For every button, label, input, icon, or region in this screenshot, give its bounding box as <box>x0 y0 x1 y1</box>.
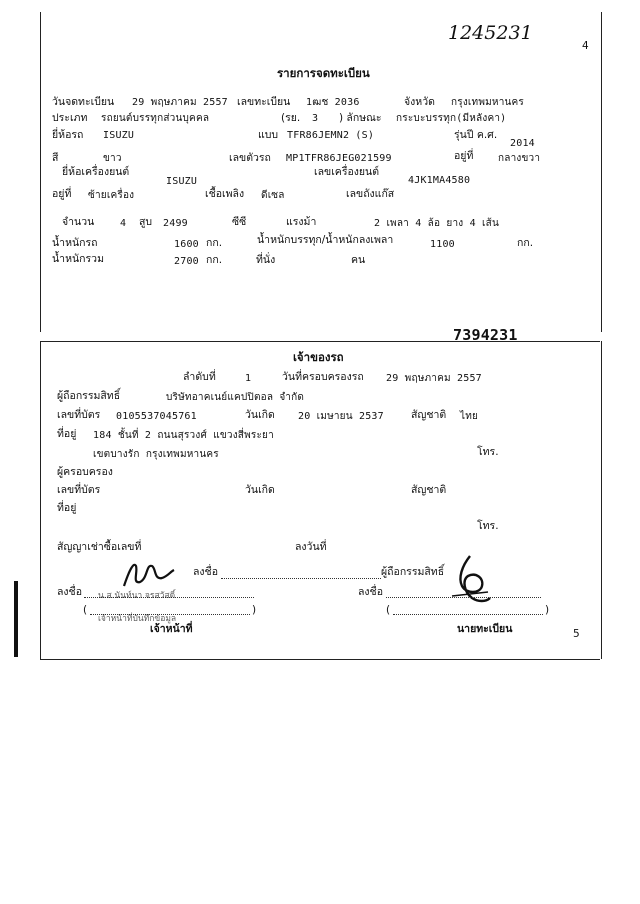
chassis-label: เลขตัวรถ <box>229 152 271 164</box>
sequence-value: 1 <box>245 373 252 384</box>
seats-unit: คน <box>351 254 366 266</box>
nationality-label: สัญชาติ <box>411 409 447 421</box>
possession-date-value: 29 พฤษภาคม 2557 <box>386 373 482 384</box>
province-value: กรุงเทพมหานคร <box>451 97 525 108</box>
holder-label: ผู้ถือกรรมสิทธิ์ <box>57 390 121 402</box>
engine-location-label: อยู่ที่ <box>52 188 72 200</box>
province-label: จังหวัด <box>404 96 435 108</box>
nationality-value: ไทย <box>460 411 479 422</box>
type-value: รถยนต์บรรทุกส่วนบุคคล <box>101 113 210 124</box>
load-label: น้ำหนักบรรทุก/น้ำหนักลงเพลา <box>257 234 394 246</box>
registrar-paren-close: ) <box>545 604 550 616</box>
reg-date-label: วันจดทะเบียน <box>52 96 115 108</box>
weight-label: น้ำหนักรถ <box>52 237 98 249</box>
color-label: สี <box>52 152 59 164</box>
officer-paren-close: ) <box>252 604 257 616</box>
address-line-1: 184 ชั้นที่ 2 ถนนสุรวงศ์ แขวงสี่พระยา <box>93 430 274 441</box>
ro-prefix: (รย. <box>281 112 301 124</box>
occupant-birthdate-label: วันเกิด <box>245 484 275 496</box>
lease-contract-label: สัญญาเช่าซื้อเลขที่ <box>57 541 142 553</box>
sequence-label: ลำดับที่ <box>183 371 216 383</box>
brand-label: ยี่ห้อรถ <box>52 129 84 141</box>
registrar-paren-line <box>393 614 543 615</box>
count-label: จำนวน <box>62 216 95 228</box>
id-card-label: เลขที่บัตร <box>57 409 101 421</box>
engine-number-label: เลขเครื่องยนต์ <box>314 166 380 178</box>
reg-date-value: 29 พฤษภาคม 2557 <box>132 97 228 108</box>
gross-weight-value: 2700 <box>174 256 199 267</box>
cylinders-label: สูบ <box>139 216 153 228</box>
seats-label: ที่นั่ง <box>256 254 276 266</box>
model-value: TFR86JEMN2 (S) <box>287 130 375 141</box>
load-unit: กก. <box>517 237 534 249</box>
model-label: แบบ <box>258 129 279 141</box>
holder-value: บริษัทอาคเนย์แคปปิตอล จำกัด <box>166 392 305 403</box>
registrar-caption: นายทะเบียน <box>457 623 513 635</box>
registrar-sign-line <box>386 597 541 598</box>
occupant-telephone-label: โทร. <box>477 520 499 532</box>
id-card-value: 0105537045761 <box>116 411 197 422</box>
lease-date-label: ลงวันที่ <box>295 541 327 553</box>
officer-name: น.ส.นันท์นา จรสวัสดิ์ <box>98 591 176 601</box>
registrar-paren-open: ( <box>386 604 391 616</box>
characteristic-value: กระบะบรรทุก(มีหลังคา) <box>396 113 507 124</box>
occupant-label: ผู้ครอบครอง <box>57 466 113 478</box>
chassis-location-label: อยู่ที่ <box>454 150 474 162</box>
owner-section-title: เจ้าของรถ <box>293 350 344 364</box>
gross-weight-label: น้ำหนักรวม <box>52 253 104 265</box>
gas-tank-label: เลขถังแก๊ส <box>346 188 395 200</box>
address-line-2: เขตบางรัก กรุงเทพมหานคร <box>93 449 219 460</box>
telephone-label: โทร. <box>477 446 499 458</box>
birthdate-value: 20 เมษายน 2537 <box>298 411 384 422</box>
weight-value: 1600 <box>174 239 199 250</box>
holder-sign-label: ลงชื่อ <box>193 566 218 578</box>
engine-brand-label: ยี่ห้อเครื่องยนต์ <box>62 166 130 178</box>
officer-paren-open: ( <box>83 604 88 616</box>
engine-number-value: 4JK1MA4580 <box>408 175 471 186</box>
officer-sign-label: ลงชื่อ <box>57 586 82 598</box>
type-label: ประเภท <box>52 112 88 124</box>
brand-value: ISUZU <box>103 130 135 141</box>
cc-label: ซีซี <box>232 216 247 228</box>
registrar-sign-label: ลงชื่อ <box>358 586 383 598</box>
ro-number: 3 <box>312 113 319 124</box>
characteristic-label: ) ลักษณะ <box>339 112 382 124</box>
engine-location-value: ซ้ายเครื่อง <box>88 190 135 201</box>
plate-value: 1ฒช 2036 <box>306 97 360 108</box>
occupant-id-label: เลขที่บัตร <box>57 484 101 496</box>
registrar-signature <box>448 552 492 608</box>
owner-section-bottom-border <box>40 659 600 660</box>
handwritten-number: 1245231 <box>448 22 533 44</box>
officer-signature-stroke <box>124 565 174 586</box>
officer-caption: เจ้าหน้าที่ <box>150 623 193 635</box>
officer-signature <box>118 556 178 592</box>
officer-title: เจ้าหน้าที่บันทึกข้อมูล <box>98 614 177 624</box>
chassis-value: MP1TFR86JEG021599 <box>286 153 392 164</box>
page-number-bottom: 5 <box>573 628 580 640</box>
address-label: ที่อยู่ <box>57 428 77 440</box>
model-year-value: 2014 <box>510 138 535 149</box>
possession-date-label: วันที่ครอบครองรถ <box>282 371 364 383</box>
plate-label: เลขทะเบียน <box>237 96 291 108</box>
engine-brand-value: ISUZU <box>166 176 198 187</box>
axles-wheels-value: 2 เพลา 4 ล้อ ยาง 4 เส้น <box>374 218 499 229</box>
form-serial-number: 7394231 <box>453 326 518 344</box>
holder-sign-line <box>221 578 381 579</box>
owner-section-frame <box>40 341 602 659</box>
occupant-nationality-label: สัญชาติ <box>411 484 447 496</box>
cylinders-value: 4 <box>120 218 127 229</box>
color-value: ขาว <box>103 153 122 164</box>
horsepower-label: แรงม้า <box>286 216 317 228</box>
occupant-address-label: ที่อยู่ <box>57 502 77 514</box>
cc-value: 2499 <box>163 218 188 229</box>
holder-signature-caption: ผู้ถือกรรมสิทธิ์ <box>381 566 445 578</box>
fuel-label: เชื้อเพลิง <box>205 188 245 200</box>
chassis-location-value: กลางขวา <box>498 153 541 164</box>
section-title-registration: รายการจดทะเบียน <box>277 66 370 80</box>
weight-unit: กก. <box>206 237 223 249</box>
scan-edge-mark <box>14 581 18 657</box>
gross-weight-unit: กก. <box>206 254 223 266</box>
load-value: 1100 <box>430 239 455 250</box>
fuel-value: ดีเซล <box>261 190 285 201</box>
page-number-top: 4 <box>582 40 589 52</box>
model-year-label: รุ่นปี ค.ศ. <box>454 129 498 141</box>
birthdate-label: วันเกิด <box>245 409 275 421</box>
